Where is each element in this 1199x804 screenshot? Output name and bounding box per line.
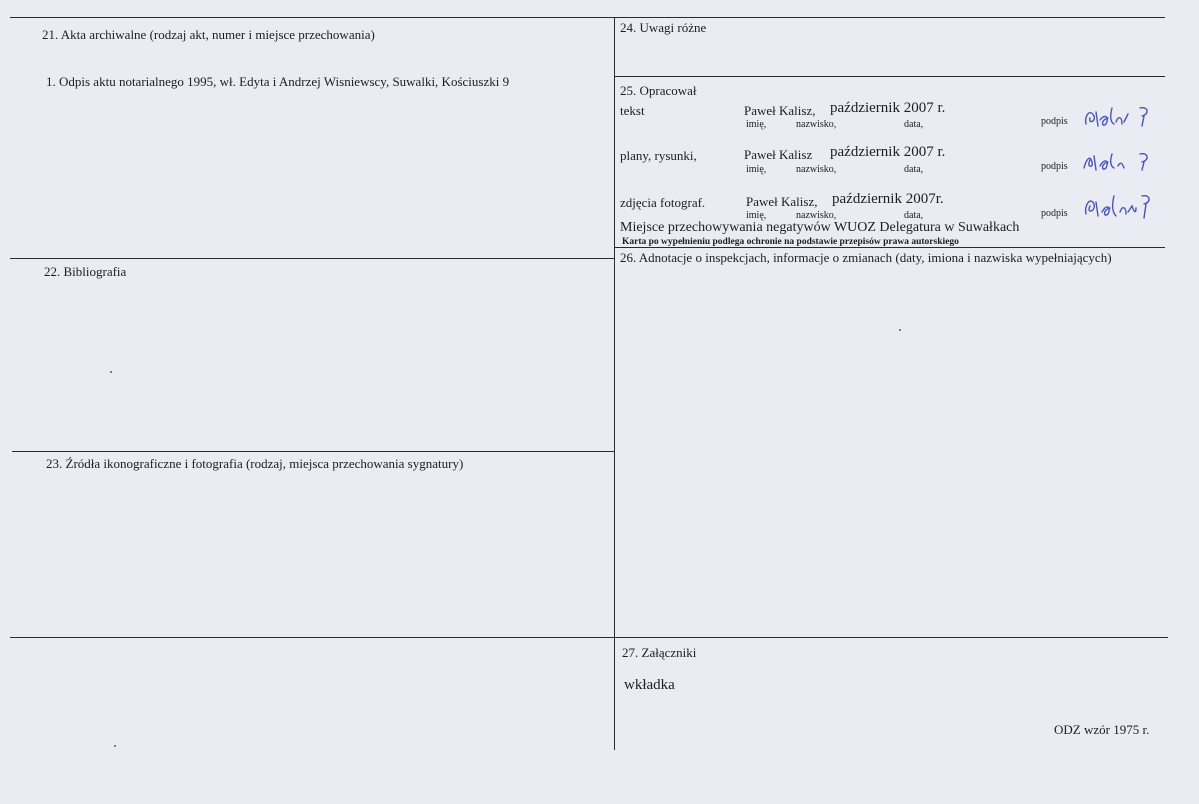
sub-nazwisko-3: nazwisko,: [796, 210, 837, 221]
podpis-label-3: podpis: [1041, 208, 1068, 219]
section-21-item-1: 1. Odpis aktu notarialnego 1995, wł. Edyta i Andrzej Wisniewscy, Suwalki, Kościuszki 9: [46, 74, 510, 89]
scan-speck: [110, 371, 112, 373]
signature-1: [1080, 102, 1160, 130]
scan-speck: [114, 745, 116, 747]
signature-2: [1080, 146, 1160, 174]
row-date-photos: październik 2007r.: [832, 191, 944, 207]
podpis-label-1: podpis: [1041, 116, 1068, 127]
row-role-text: tekst: [620, 103, 645, 118]
sub-data-3: data,: [904, 210, 924, 221]
sub-imie-2: imię,: [746, 164, 767, 175]
row-role-photos: zdjęcia fotograf.: [620, 195, 706, 210]
sub-imie-3: imię,: [746, 210, 767, 221]
section-27-label: 27. Załączniki: [622, 645, 697, 660]
divider-25-26: [614, 247, 1165, 248]
signature-3: [1080, 190, 1160, 222]
row-name-text: Paweł Kalisz,: [744, 103, 816, 118]
negatives-location: Miejsce przechowywania negatywów WUOZ Delegatura w Suwałkach: [620, 220, 1020, 235]
scan-speck: [899, 329, 901, 331]
row-name-plans: Paweł Kalisz: [744, 147, 813, 162]
row-name-photos: Paweł Kalisz,: [746, 194, 818, 209]
divider-24-25: [614, 76, 1165, 77]
sub-data-1: data,: [904, 119, 924, 130]
row-date-text: październik 2007 r.: [830, 100, 946, 116]
divider-22-23: [12, 451, 614, 452]
section-26-label: 26. Adnotacje o inspekcjach, informacje o zmianach (daty, imiona i nazwiska wypełniających): [620, 250, 1112, 265]
row-date-plans: październik 2007 r.: [830, 144, 946, 160]
divider-21-22: [10, 258, 614, 259]
sub-imie-1: imię,: [746, 119, 767, 130]
section-24-label: 24. Uwagi różne: [620, 20, 707, 35]
section-21-label: 21. Akta archiwalne (rodzaj akt, numer i miejsce przechowania): [42, 27, 375, 42]
section-23-label: 23. Źródła ikonograficzne i fotografia (rodzaj, miejsca przechowania sygnatury): [46, 456, 464, 471]
podpis-label-2: podpis: [1041, 161, 1068, 172]
form-version: ODZ wzór 1975 r.: [1054, 722, 1150, 737]
copyright-notice: Karta po wypełnieniu podlega ochronie na podstawie przepisów prawa autorskiego: [622, 237, 959, 247]
section-27-value: wkładka: [624, 677, 675, 693]
section-22-label: 22. Bibliografia: [44, 264, 127, 279]
section-25-label: 25. Opracował: [620, 83, 697, 98]
sub-data-2: data,: [904, 164, 924, 175]
sub-nazwisko-1: nazwisko,: [796, 119, 837, 130]
center-divider: [614, 17, 615, 750]
sub-nazwisko-2: nazwisko,: [796, 164, 837, 175]
divider-bottom-row: [10, 637, 1168, 638]
top-border: [10, 17, 1165, 18]
row-role-plans: plany, rysunki,: [620, 148, 697, 163]
